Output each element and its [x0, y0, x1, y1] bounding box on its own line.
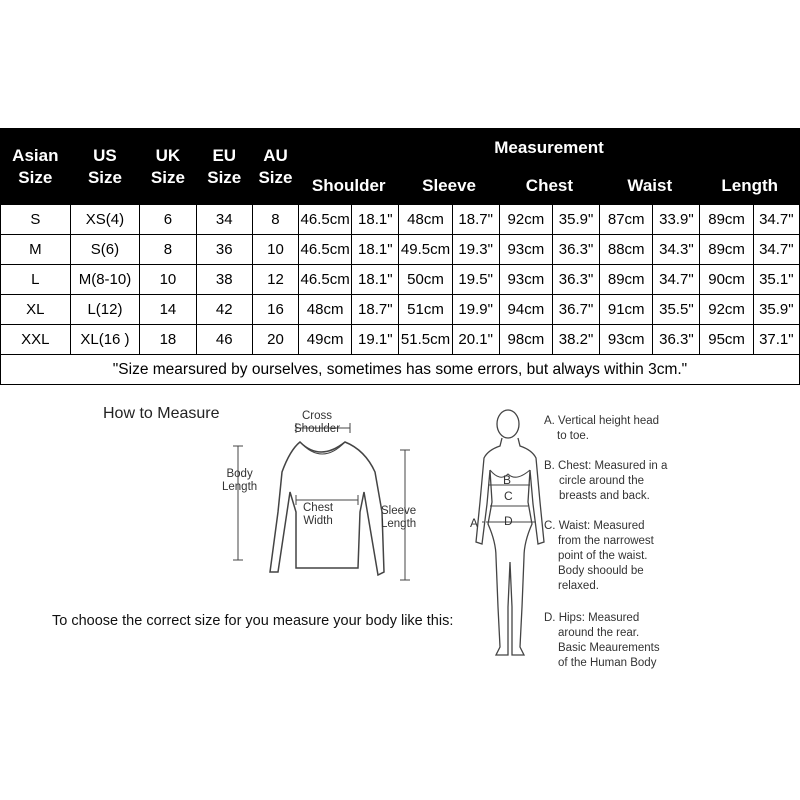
table-cell: 92cm	[499, 205, 552, 235]
table-cell: 36.3"	[552, 235, 599, 265]
body-letter-c: C	[504, 489, 513, 503]
table-cell: 91cm	[600, 295, 653, 325]
table-cell: 36	[196, 235, 252, 265]
table-cell: XS(4)	[70, 205, 140, 235]
header-waist: Waist	[600, 168, 700, 205]
table-cell: 89cm	[700, 205, 753, 235]
legend-item-c: C. Waist: Measured from the narrowest point of the waist. Body shoould be relaxed.	[544, 520, 654, 592]
body-length-label: Body Length	[222, 468, 258, 493]
header-eu-size: EU Size	[196, 129, 252, 205]
table-cell: 42	[196, 295, 252, 325]
table-cell: 36.3"	[653, 325, 700, 355]
body-figure	[476, 410, 544, 655]
table-row	[1, 235, 800, 265]
header-chest: Chest	[499, 168, 599, 205]
size-table	[0, 128, 800, 385]
table-row	[1, 205, 800, 235]
table-cell: 18	[140, 325, 196, 355]
table-cell: 18.1"	[352, 235, 399, 265]
how-to-measure-title: How to Measure	[103, 405, 220, 422]
table-cell: 10	[252, 235, 298, 265]
body-letter-d: D	[504, 514, 513, 528]
table-cell: 94cm	[499, 295, 552, 325]
table-cell: 18.1"	[352, 265, 399, 295]
header-sleeve: Sleeve	[399, 168, 499, 205]
table-cell: 36.3"	[552, 265, 599, 295]
table-cell: 19.3"	[452, 235, 499, 265]
table-cell: 8	[252, 205, 298, 235]
table-cell: 98cm	[499, 325, 552, 355]
measurement-note: "Size mearsured by ourselves, sometimes has some errors, but always within 3cm."	[1, 355, 800, 385]
body-letter-a: A	[470, 516, 479, 530]
table-cell: 49cm	[299, 325, 352, 355]
table-cell: 6	[140, 205, 196, 235]
table-cell: S	[1, 205, 71, 235]
table-cell: 18.7"	[352, 295, 399, 325]
table-cell: 34.3"	[653, 235, 700, 265]
header-uk-size: UK Size	[140, 129, 196, 205]
measure-illustrations	[0, 392, 800, 800]
table-cell: L	[1, 265, 71, 295]
header-au-size: AU Size	[252, 129, 298, 205]
table-row	[1, 295, 800, 325]
table-cell: 36.7"	[552, 295, 599, 325]
table-cell: 10	[140, 265, 196, 295]
table-cell: 88cm	[600, 235, 653, 265]
table-row	[1, 265, 800, 295]
table-cell: 14	[140, 295, 196, 325]
table-cell: 46.5cm	[299, 205, 352, 235]
table-cell: 19.1"	[352, 325, 399, 355]
table-cell: 51cm	[399, 295, 452, 325]
table-cell: 93cm	[499, 235, 552, 265]
table-cell: 89cm	[700, 235, 753, 265]
table-cell: 95cm	[700, 325, 753, 355]
header-asian-size: Asian Size	[1, 129, 71, 205]
header-measurement: Measurement	[299, 129, 800, 168]
body-letter-b: B	[503, 473, 512, 487]
table-cell: 87cm	[600, 205, 653, 235]
table-cell: 8	[140, 235, 196, 265]
table-cell: 19.5"	[452, 265, 499, 295]
table-cell: 38	[196, 265, 252, 295]
table-cell: 48cm	[399, 205, 452, 235]
table-cell: 38.2"	[552, 325, 599, 355]
table-cell: 34.7"	[653, 265, 700, 295]
table-cell: 16	[252, 295, 298, 325]
table-cell: 35.9"	[753, 295, 799, 325]
table-cell: 46.5cm	[299, 265, 352, 295]
header-us-size: US Size	[70, 129, 140, 205]
table-cell: S(6)	[70, 235, 140, 265]
table-cell: 46.5cm	[299, 235, 352, 265]
table-cell: XL	[1, 295, 71, 325]
table-cell: 20.1"	[452, 325, 499, 355]
note-row	[1, 355, 800, 385]
table-cell: 93cm	[600, 325, 653, 355]
header-length: Length	[700, 168, 800, 205]
table-cell: 37.1"	[753, 325, 799, 355]
table-cell: 48cm	[299, 295, 352, 325]
table-cell: 34.7"	[753, 235, 799, 265]
header-shoulder: Shoulder	[299, 168, 399, 205]
table-cell: 12	[252, 265, 298, 295]
legend-item-d: D. Hips: Measured around the rear. Basic Meaurements of the Human Body	[544, 612, 660, 669]
table-cell: M	[1, 235, 71, 265]
chest-width-label: Chest Width	[303, 502, 334, 527]
table-cell: M(8-10)	[70, 265, 140, 295]
table-cell: 49.5cm	[399, 235, 452, 265]
table-cell: 19.9"	[452, 295, 499, 325]
header-row	[1, 129, 800, 168]
table-cell: 35.9"	[552, 205, 599, 235]
table-cell: L(12)	[70, 295, 140, 325]
table-cell: 33.9"	[653, 205, 700, 235]
table-cell: 35.1"	[753, 265, 799, 295]
table-cell: 90cm	[700, 265, 753, 295]
table-cell: XL(16 )	[70, 325, 140, 355]
table-cell: 46	[196, 325, 252, 355]
table-cell: 93cm	[499, 265, 552, 295]
table-cell: 34	[196, 205, 252, 235]
table-cell: 18.1"	[352, 205, 399, 235]
legend-item-b: B. Chest: Measured in a circle around the breasts and back.	[544, 460, 668, 502]
table-cell: 18.7"	[452, 205, 499, 235]
sleeve-length-label: Sleeve Length	[381, 505, 417, 530]
table-cell: 51.5cm	[399, 325, 452, 355]
size-chart	[0, 128, 800, 385]
table-row	[1, 325, 800, 355]
table-cell: 20	[252, 325, 298, 355]
table-cell: 89cm	[600, 265, 653, 295]
legend-item-a: A. Vertical height head to toe.	[544, 415, 660, 442]
table-cell: XXL	[1, 325, 71, 355]
table-cell: 34.7"	[753, 205, 799, 235]
table-cell: 35.5"	[653, 295, 700, 325]
how-to-measure-section	[0, 392, 800, 800]
table-cell: 92cm	[700, 295, 753, 325]
instruction-text: To choose the correct size for you measure your body like this:	[52, 613, 454, 629]
cross-shoulder-label: Cross Shoulder	[294, 410, 341, 435]
table-cell: 50cm	[399, 265, 452, 295]
